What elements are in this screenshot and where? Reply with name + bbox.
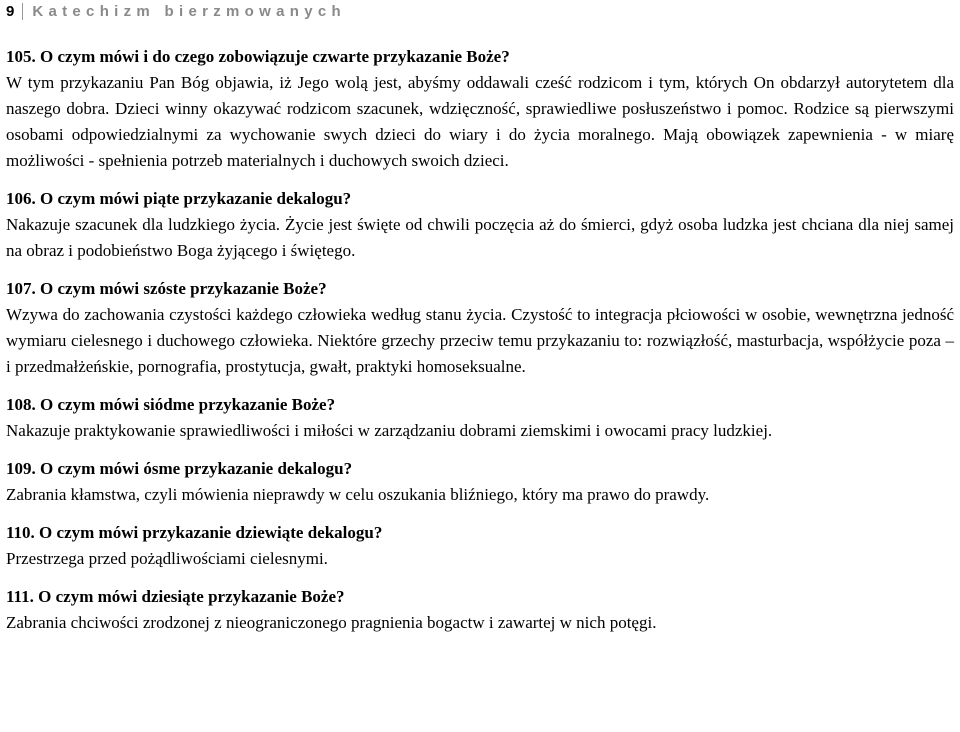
question-108: 108. O czym mówi siódme przykazanie Boże? [6,395,336,414]
qa-item-106 [6,186,954,264]
page-header [6,0,346,22]
question-111: 111. O czym mówi dziesiąte przykazanie Boże? [6,587,345,606]
qa-item-109 [6,456,954,508]
series-title: Katechizm bierzmowanych [32,2,346,20]
question-110: 110. O czym mówi przykazanie dziewiąte dekalogu? [6,523,383,542]
document-body [6,44,954,636]
qa-item-105 [6,44,954,174]
page-number: 9 [6,3,23,20]
question-106: 106. O czym mówi piąte przykazanie dekalogu? [6,189,352,208]
question-109: 109. O czym mówi ósme przykazanie dekalogu? [6,459,353,478]
answer-107: Wzywa do zachowania czystości każdego człowieka według stanu życia. Czystość to integracja płciowości w osobie, wewnętrzna jedność wymiaru cielesnego i duchowego człowieka. Niektóre grzechy przeciw temu przykazaniu to: rozwiązłość, masturbacja, współżycie poza – i przedmałżeńskie, pornografia, prostytucja, gwałt, praktyki homoseksualne. [6,305,954,376]
qa-item-107 [6,276,954,380]
answer-111: Zabrania chciwości zrodzonej z nieograniczonego pragnienia bogactw i zawartej w nich potęgi. [6,613,657,632]
qa-item-110 [6,520,954,572]
answer-105: W tym przykazaniu Pan Bóg objawia, iż Jego wolą jest, abyśmy oddawali cześć rodzicom i tym, których On obdarzył autorytetem dla naszego dobra. Dzieci winny okazywać rodzicom szacunek, wdzięczność, sprawiedliwe posłuszeństwo i pomoc. Rodzice są pierwszymi osobami odpowiedzialnymi za wychowanie swych dzieci do wiary i do życia moralnego. Mają obowiązek zapewnienia - w miarę możliwości - spełnienia potrzeb materialnych i duchowych swoich dzieci. [6,73,954,170]
answer-109: Zabrania kłamstwa, czyli mówienia nieprawdy w celu oszukania bliźniego, który ma prawo do prawdy. [6,485,710,504]
answer-108: Nakazuje praktykowanie sprawiedliwości i miłości w zarządzaniu dobrami ziemskimi i owocami pracy ludzkiej. [6,421,773,440]
answer-106: Nakazuje szacunek dla ludzkiego życia. Życie jest święte od chwili poczęcia aż do śmierci, gdyż osoba ludzka jest chciana dla niej samej na obraz i podobieństwo Boga żyjącego i świętego. [6,215,954,260]
qa-item-111 [6,584,954,636]
question-105: 105. O czym mówi i do czego zobowiązuje czwarte przykazanie Boże? [6,47,510,66]
question-107: 107. O czym mówi szóste przykazanie Boże? [6,279,327,298]
qa-item-108 [6,392,954,444]
answer-110: Przestrzega przed pożądliwościami cielesnymi. [6,549,328,568]
